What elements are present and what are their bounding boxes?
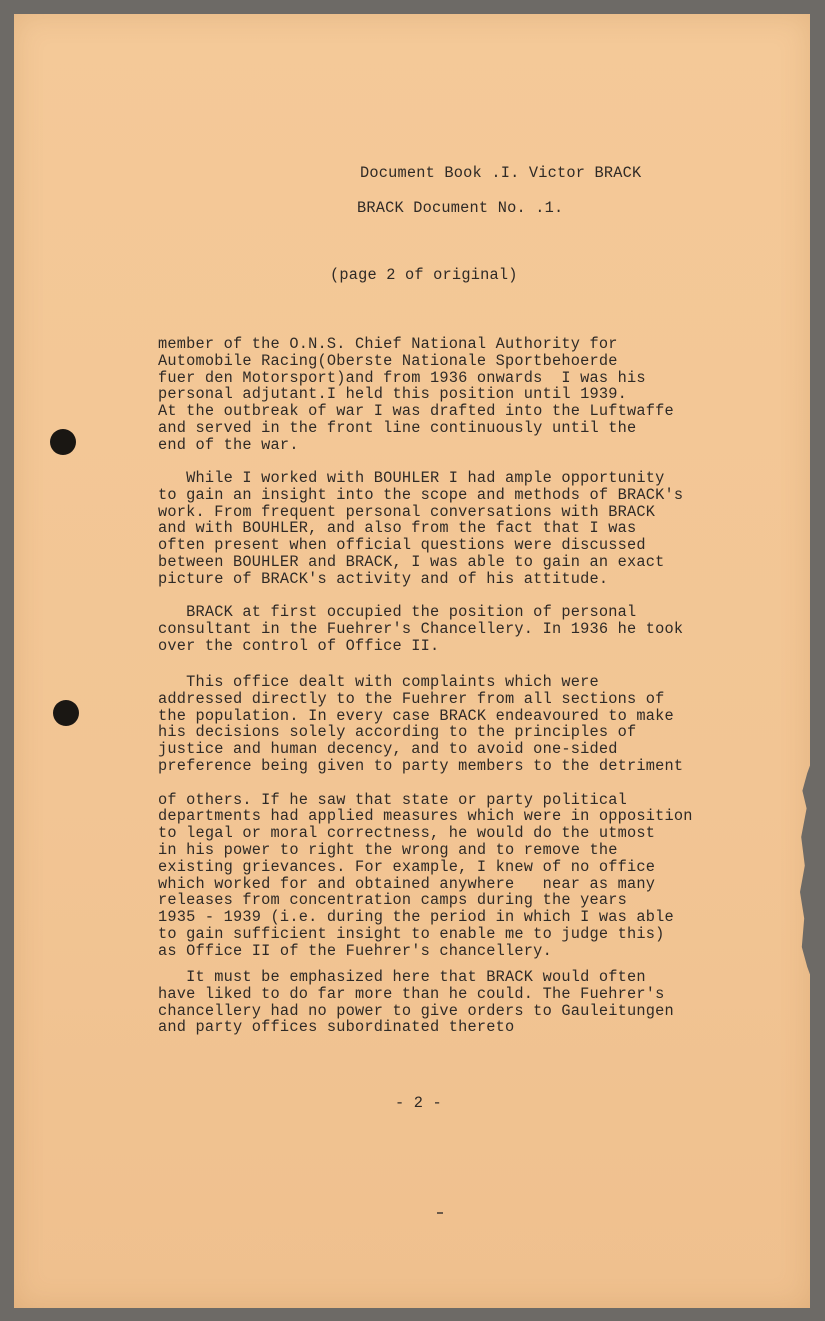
body-paragraph: While I worked with BOUHLER I had ample opportunity to gain an insight into the scope and methods of BRACK's work. From frequent personal conversations with BRACK and with BOUHLER, and also from the fact that I was often present when official questions were discussed between BOUHLER and BRACK, I was able to gain an exact picture of BRACK's activity and of his attitude. (158, 469, 684, 588)
body-paragraph: BRACK at first occupied the position of personal consultant in the Fuehrer's Chancellery. In 1936 he took over the control of Office II. (158, 603, 684, 655)
original-page-note: (page 2 of original) (330, 266, 518, 284)
body-paragraph: This office dealt with complaints which were addressed directly to the Fuehrer from all sections of the population. In every case BRACK endeavoured to make his decisions solely according to the principles of justice and human decency, and to avoid one-sided preference being given to party members to the detriment of others. If he saw that state or party political departments had applied measures which were in opposition to legal or moral correctness, he would do the utmost in his power to right the wrong and to remove the existing grievances. For example, I knew of no office which worked for and obtained anywhere near as many releases from concentration camps during the years 1935 - 1939 (i.e. during the period in which I was able to gain sufficient insight to enable me to judge this) as Office II of the Fuehrer's chancellery. (158, 673, 693, 960)
punch-hole (53, 700, 79, 726)
body-paragraph: It must be emphasized here that BRACK would often have liked to do far more than he could. The Fuehrer's chancellery had no power to give orders to Gauleitungen and party offices subordinated thereto (158, 968, 674, 1037)
page-number: - 2 - (395, 1094, 442, 1112)
document-book-heading: Document Book .I. Victor BRACK (360, 164, 642, 182)
document-number-heading: BRACK Document No. .1. (357, 199, 564, 217)
punch-hole (50, 429, 76, 455)
stray-mark (437, 1212, 443, 1214)
body-paragraph: member of the O.N.S. Chief National Authority for Automobile Racing(Oberste Nationale Sportbehoerde fuer den Motorsport)and from 1936 onwards I was his personal adjutant.I held this position until 1939. At the outbreak of war I was drafted into the Luftwaffe and served in the front line continuously until the end of the war. (158, 335, 674, 454)
